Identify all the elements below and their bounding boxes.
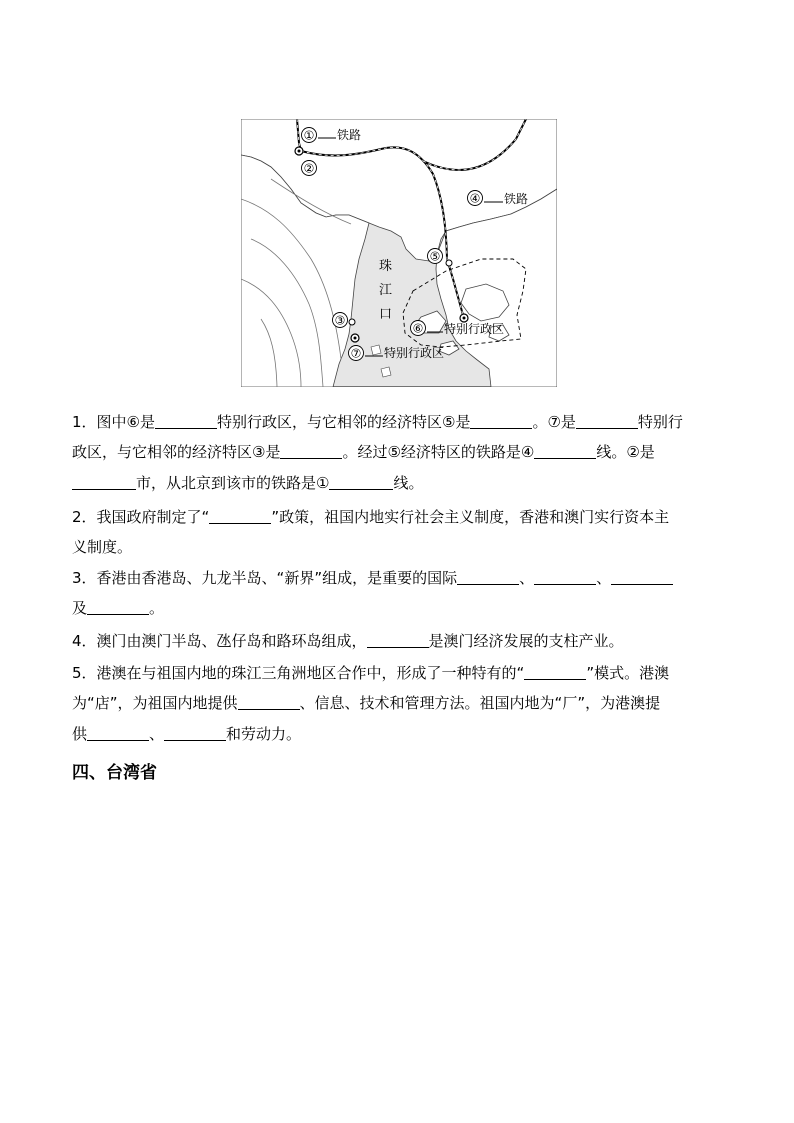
map-label-6: ⑥	[412, 321, 424, 336]
answer-blank[interactable]	[209, 507, 271, 524]
map-label-7: ⑦	[350, 346, 362, 361]
answer-blank[interactable]	[155, 412, 217, 429]
map-label-5: ⑤	[429, 249, 441, 264]
answer-blank[interactable]	[534, 568, 596, 585]
estuary-char-2: 江	[379, 283, 393, 298]
answer-blank[interactable]	[457, 568, 519, 585]
map-label-1: ①	[303, 128, 315, 143]
question-5-line-2: 为“店”，为祖国内地提供 、信息、技术和管理方法。祖国内地为“厂”，为港澳提	[72, 694, 661, 712]
question-4-line-1: 4．澳门由澳门半岛、氹仔岛和路环岛组成， 是澳门经济发展的支柱产业。	[72, 632, 624, 650]
map-label-1-text: 铁路	[337, 128, 362, 142]
map-label-4: ④	[469, 191, 481, 206]
answer-blank[interactable]	[238, 693, 300, 710]
question-3-line-2: 及 。	[72, 599, 165, 617]
question-5-line-1: 5．港澳在与祖国内地的珠江三角洲地区合作中，形成了一种特有的“ ”模式。港澳	[72, 664, 670, 682]
pearl-river-delta-map	[241, 119, 557, 387]
question-1-line-1: 1．图中⑥是 特别行政区，与它相邻的经济特区⑤是 。⑦是 特别行	[72, 413, 683, 431]
map-label-7-text: 特别行政区	[384, 346, 445, 360]
answer-blank[interactable]	[367, 631, 429, 648]
answer-blank[interactable]	[470, 412, 532, 429]
question-1-line-3: 市，从北京到该市的铁路是① 线。	[72, 469, 722, 498]
answer-blank[interactable]	[611, 568, 673, 585]
answer-blank[interactable]	[329, 473, 393, 490]
answer-blank[interactable]	[87, 598, 149, 615]
answer-blank[interactable]	[534, 442, 596, 459]
question-2-line-2: 义制度。	[72, 538, 133, 556]
question-5-line-3: 供 、 和劳动力。	[72, 725, 302, 743]
map-label-3: ③	[334, 313, 346, 328]
question-3-line-1: 3．香港由香港岛、九龙半岛、“新界”组成，是重要的国际 、 、	[72, 564, 722, 593]
answer-blank[interactable]	[524, 663, 586, 680]
answer-blank[interactable]	[72, 473, 136, 490]
section-heading: 四、台湾省	[72, 763, 157, 783]
map-label-6-text: 特别行政区	[444, 322, 505, 336]
answer-blank[interactable]	[87, 724, 149, 741]
answer-blank[interactable]	[280, 442, 342, 459]
estuary-char-1: 珠	[379, 259, 393, 274]
question-2-line-1: 2．我国政府制定了“ ”政策，祖国内地实行社会主义制度，香港和澳门实行资本主	[72, 508, 670, 526]
map-label-4-text: 铁路	[504, 192, 529, 206]
question-1-line-2: 政区，与它相邻的经济特区③是 。经过⑤经济特区的铁路是④ 线。②是	[72, 443, 655, 461]
answer-blank[interactable]	[164, 724, 226, 741]
map-svg	[241, 119, 557, 387]
answer-blank[interactable]	[576, 412, 638, 429]
estuary-char-3: 口	[379, 307, 393, 322]
map-label-2: ②	[303, 161, 315, 176]
